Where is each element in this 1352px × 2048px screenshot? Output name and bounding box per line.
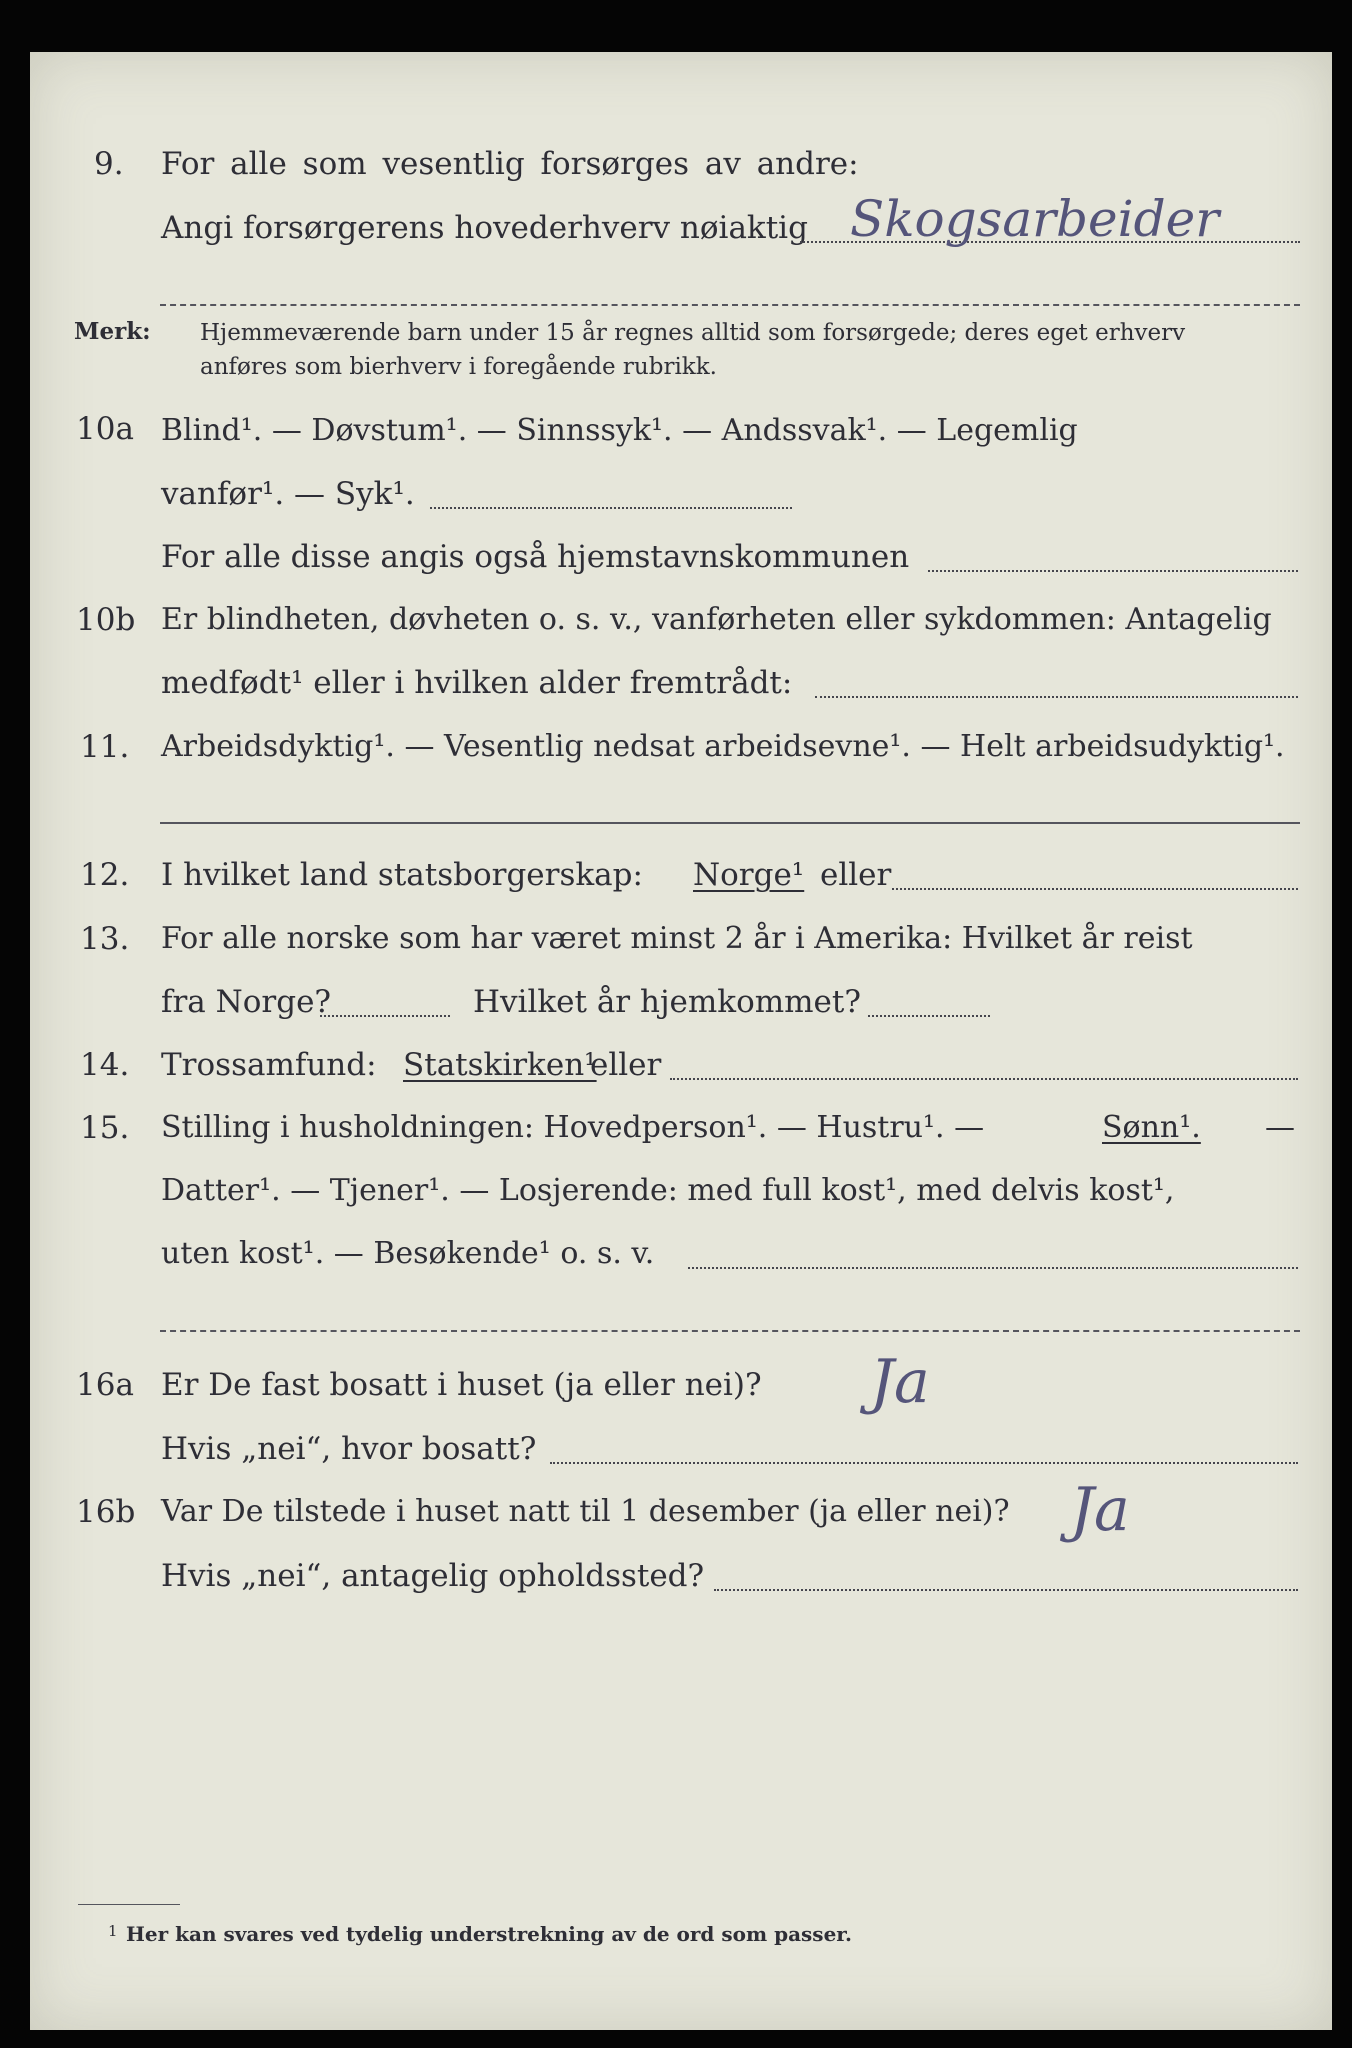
q9-separator (160, 304, 1300, 306)
q10a-number: 10a (76, 411, 134, 447)
q13-line2a: fra Norge? (161, 984, 332, 1020)
q13-line2b: Hvilket år hjemkommet? (473, 984, 861, 1020)
q16b-line2: Hvis „nei“, antagelig opholdssted? (161, 1558, 705, 1594)
q11-line1: Arbeidsdyktig¹. — Vesentlig nedsat arbeidsevne¹. — Helt arbeidsudyktig¹. (161, 729, 1285, 764)
q9-line2: Angi forsørgerens hovederhverv nøiaktig (161, 210, 808, 246)
footnote-marker: 1 (108, 1922, 118, 1940)
q15-line2: Datter¹. — Tjener¹. — Losjerende: med full kost¹, med delvis kost¹, (161, 1173, 1175, 1208)
q16a-handwritten-answer: Ja (870, 1347, 930, 1417)
q16b-line1: Var De tilstede i huset natt til 1 desember (ja eller nei)? (161, 1494, 1010, 1529)
q14-option-statskirken: Statskirken¹ (403, 1047, 597, 1083)
q13-return-line (868, 1015, 990, 1017)
q14-text: Trossamfund: (161, 1047, 377, 1083)
q11-separator (160, 822, 1300, 824)
q16a-number: 16a (76, 1367, 134, 1403)
census-form-page (30, 52, 1332, 2030)
q15-line1a: Stilling i husholdningen: Hovedperson¹. — Hustru¹. — (161, 1110, 985, 1145)
q15-answer-line (688, 1267, 1298, 1269)
q15-line3: uten kost¹. — Besøkende¹ o. s. v. (161, 1236, 655, 1271)
q16a-answer-line (550, 1462, 1298, 1464)
q13-number: 13. (80, 921, 130, 957)
q16b-handwritten-answer: Ja (1070, 1475, 1130, 1545)
q10b-line1: Er blindheten, døvheten o. s. v., vanførheten eller sykdommen: Antagelig (161, 602, 1272, 637)
q10a-line2: vanfør¹. — Syk¹. (161, 476, 415, 512)
q12-number: 12. (80, 857, 130, 893)
q10b-answer-line (815, 696, 1298, 698)
q15-separator (160, 1330, 1300, 1332)
q10b-line2: medfødt¹ eller i hvilken alder fremtrådt: (161, 665, 793, 701)
q14-number: 14. (80, 1047, 130, 1083)
q12-answer-line (892, 888, 1298, 890)
q15-number: 15. (80, 1110, 130, 1146)
merk-line2: anføres som bierhverv i foregående rubrikk. (200, 354, 717, 380)
q12-suffix: eller (820, 857, 892, 893)
footnote-text: Her kan svares ved tydelig understrekning av de ord som passer. (126, 1922, 852, 1946)
q14-suffix: eller (590, 1047, 662, 1083)
q12-text: I hvilket land statsborgerskap: (161, 857, 643, 893)
q10b-number: 10b (76, 602, 136, 638)
footnote-rule (78, 1904, 180, 1905)
q10a-line1: Blind¹. — Døvstum¹. — Sinnssyk¹. — Andssvak¹. — Legemlig (161, 413, 1078, 448)
q15-option-sonn: Sønn¹. (1102, 1110, 1201, 1145)
q16b-answer-line (714, 1589, 1298, 1591)
q11-number: 11. (80, 729, 130, 765)
q9-line1: For alle som vesentlig forsørges av andre: (161, 146, 859, 182)
q16a-line1: Er De fast bosatt i huset (ja eller nei)? (161, 1367, 762, 1403)
q15-dash: — (1265, 1110, 1295, 1145)
q13-departure-line (320, 1015, 450, 1017)
merk-label: Merk: (74, 318, 151, 345)
q16a-line2: Hvis „nei“, hvor bosatt? (161, 1431, 537, 1467)
q14-answer-line (670, 1078, 1298, 1080)
q10a-line3: For alle disse angis også hjemstavnskommunen (161, 539, 910, 575)
q10a-answer-line (430, 507, 792, 509)
q13-line1: For alle norske som har været minst 2 år i Amerika: Hvilket år reist (161, 921, 1193, 956)
merk-line1: Hjemmeværende barn under 15 år regnes alltid som forsørgede; deres eget erhverv (200, 320, 1186, 346)
q12-option-norge: Norge¹ (693, 857, 805, 893)
q16b-number: 16b (76, 1494, 136, 1530)
q9-handwritten-answer: Skogsarbeider (850, 190, 1220, 248)
q9-number: 9. (94, 146, 124, 182)
q10a-home-line (928, 570, 1298, 572)
